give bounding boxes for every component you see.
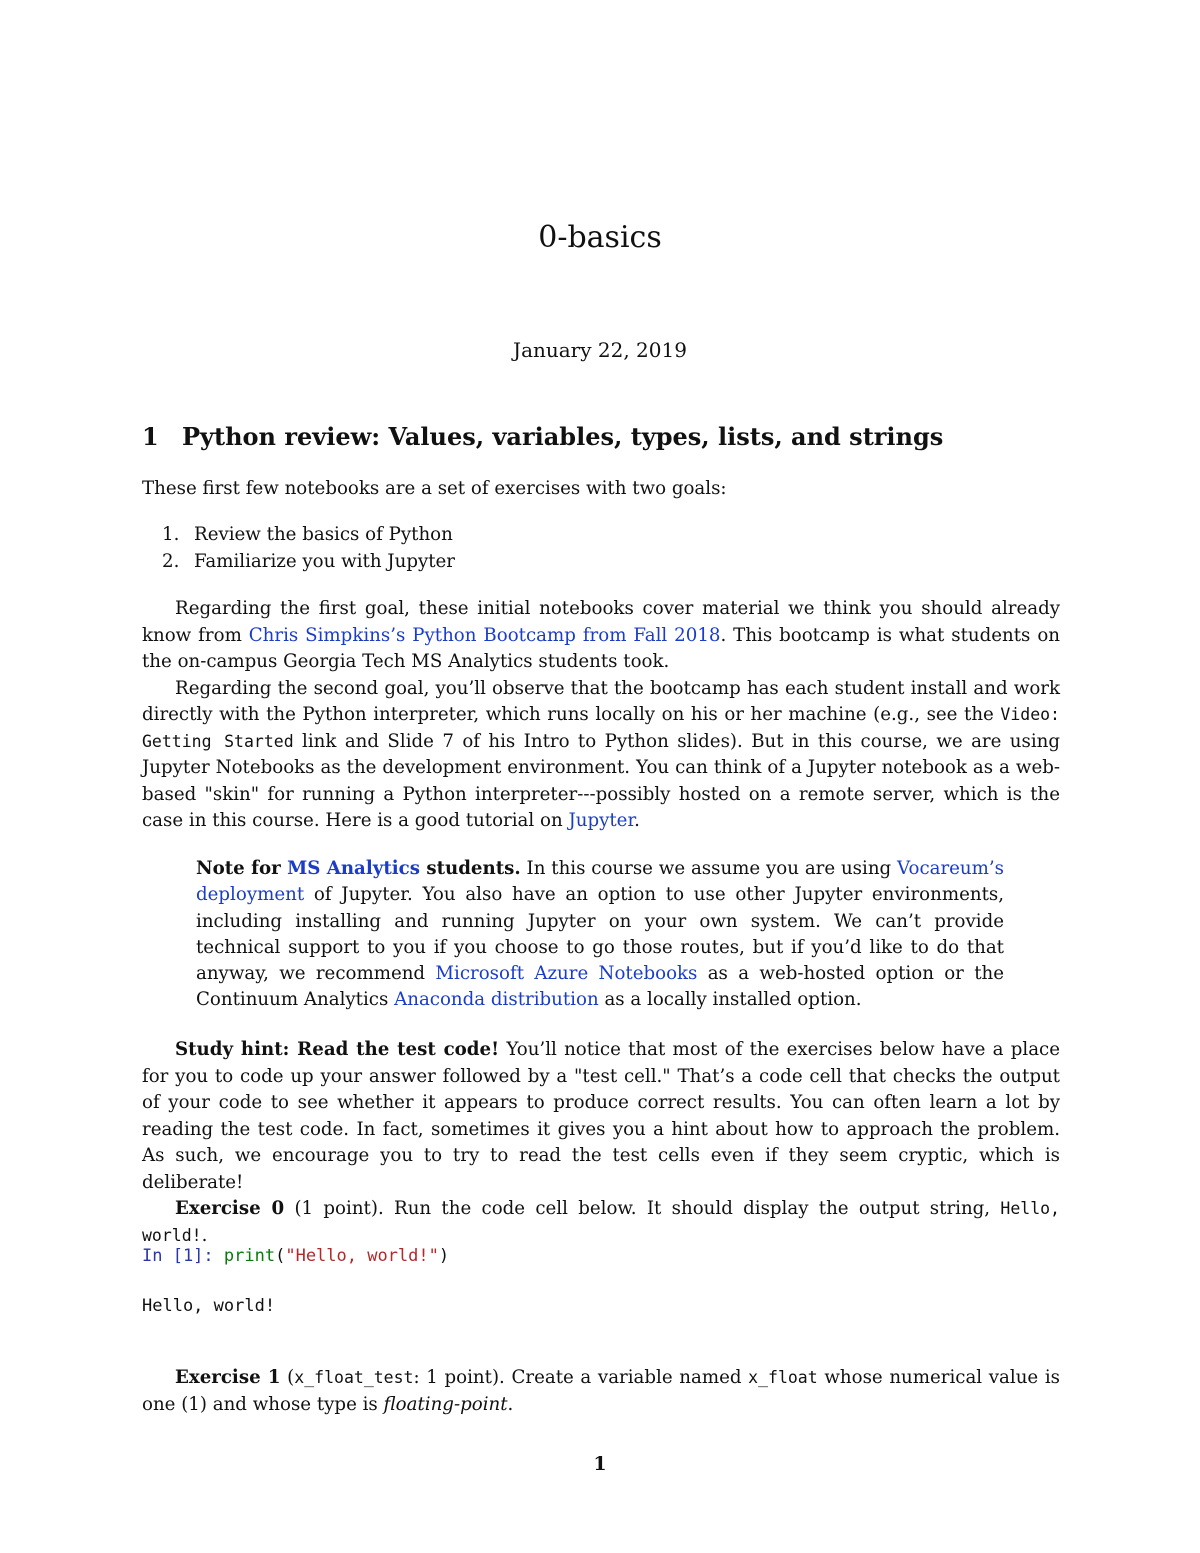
code-paren: ) xyxy=(438,1246,450,1266)
study-hint-label: Study hint: Read the test code! xyxy=(175,1039,500,1060)
exercise-1-label: Exercise 1 xyxy=(175,1367,281,1388)
paragraph-first-goal xyxy=(142,596,1060,676)
exercise-1-block xyxy=(142,1365,1060,1418)
bootcamp-link[interactable]: Chris Simpkins’s Python Bootcamp from Fall 2018 xyxy=(248,624,721,646)
list-item-text: Familiarize you with Jupyter xyxy=(194,550,456,572)
ms-analytics-link[interactable]: MS Analytics xyxy=(287,858,420,879)
list-item-number: 1. xyxy=(162,524,180,545)
paragraph-text: whose numerical value is one (1) and whose type is xyxy=(142,1367,1060,1415)
paragraph-text: Regarding the first goal, these initial notebooks cover material we think you should already know from xyxy=(142,598,1060,646)
cell-prompt: In [1]: xyxy=(142,1246,214,1266)
code-builtin: print xyxy=(223,1246,276,1266)
exercise-0-label: Exercise 0 xyxy=(175,1198,285,1219)
inline-code: Hello, world! xyxy=(142,1199,1060,1245)
paragraph-text: You’ll notice that most of the exercises below have a place for you to code up your answer followed by a "test cell." That’s a code cell that checks the output of your code to see whether it appears to produce correct results. You can often learn a lot by reading the test code. In fact, sometimes it gives you a hint about how to approach the problem. As such, we encourage you to try to read the test cells even if they seem cryptic, which is deliberate! xyxy=(142,1039,1061,1193)
goals-list xyxy=(142,522,1060,575)
paragraph-second-goal xyxy=(142,676,1060,835)
note-text: In this course we assume you are using xyxy=(520,858,898,879)
list-item xyxy=(142,522,1060,549)
note-text: as a web-hosted option or the Continuum Analytics xyxy=(196,963,1004,1011)
code-cell[interactable] xyxy=(142,1243,449,1269)
cell-output: Hello, world! xyxy=(142,1296,276,1316)
hint-and-exercise0 xyxy=(142,1037,1060,1249)
study-hint-paragraph xyxy=(142,1037,1060,1196)
section-number: 1 xyxy=(142,422,159,451)
inline-code: x_float xyxy=(748,1368,818,1387)
paragraph-text: . xyxy=(634,810,640,831)
exercise-0-paragraph xyxy=(142,1196,1060,1249)
note-label-text: students. xyxy=(419,858,521,879)
document-date: January 22, 2019 xyxy=(513,338,687,362)
paragraph-text: link and Slide 7 of his Intro to Python slides). But in this course, we are using Jupyter Notebooks as the development environment. You can think of a Jupyter notebook as a web-based "skin" for running a Python interpreter---possibly hosted on a remote server, which is the case in this course. Here is a good tutorial on xyxy=(142,730,1060,831)
body-paragraphs xyxy=(142,596,1060,835)
paragraph-text: Regarding the second goal, you’ll observe that the bootcamp has each student install and work directly with the Python interpreter, which runs locally on his or her machine (e.g., see the xyxy=(142,677,1060,725)
list-item-number: 2. xyxy=(162,550,180,572)
list-item-text: Review the basics of Python xyxy=(194,524,453,545)
code-string: "Hello, world!" xyxy=(285,1246,439,1266)
note-label-text: Note for xyxy=(196,858,288,879)
paragraph-text: : 1 point). Create a variable named xyxy=(413,1367,749,1388)
note-text: as a locally installed option. xyxy=(598,989,862,1011)
vocareum-link[interactable]: Vocareum’s deployment xyxy=(196,858,1005,906)
list-item xyxy=(142,549,1060,576)
exercise-1-paragraph xyxy=(142,1365,1060,1418)
paragraph-text: . xyxy=(201,1224,208,1246)
note-text: of Jupyter. You also have an option to use other Jupyter environments, including installing and running Jupyter on your own system. We can’t provide technical support to you if you choose to go those routes, but if you’d like to do that anyway, we recommend xyxy=(196,884,1004,985)
code-paren: ( xyxy=(275,1246,286,1266)
inline-code: x_float_test xyxy=(294,1368,414,1387)
section-heading xyxy=(142,420,1062,454)
note-label xyxy=(196,858,521,879)
paragraph-text: . This bootcamp is what students on the on-campus Georgia Tech MS Analytics students took. xyxy=(142,624,1060,672)
emphasis-text: floating-point xyxy=(383,1393,508,1415)
note-block xyxy=(196,856,1004,1014)
section-title: Python review: Values, variables, types, lists, and strings xyxy=(182,422,944,451)
paragraph-text: ( xyxy=(280,1367,295,1388)
intro-paragraph: These first few notebooks are a set of exercises with two goals: xyxy=(142,478,727,499)
inline-code: Video: Getting Started xyxy=(142,705,1060,751)
document-title: 0-basics xyxy=(538,220,662,255)
anaconda-link[interactable]: Anaconda distribution xyxy=(394,989,599,1011)
paragraph-text: (1 point). Run the code cell below. It should display the output string, xyxy=(284,1198,1001,1219)
jupyter-link[interactable]: Jupyter xyxy=(568,810,635,831)
page-number: 1 xyxy=(593,1453,607,1475)
azure-notebooks-link[interactable]: Microsoft Azure Notebooks xyxy=(435,963,698,985)
paragraph-text: . xyxy=(507,1393,514,1415)
